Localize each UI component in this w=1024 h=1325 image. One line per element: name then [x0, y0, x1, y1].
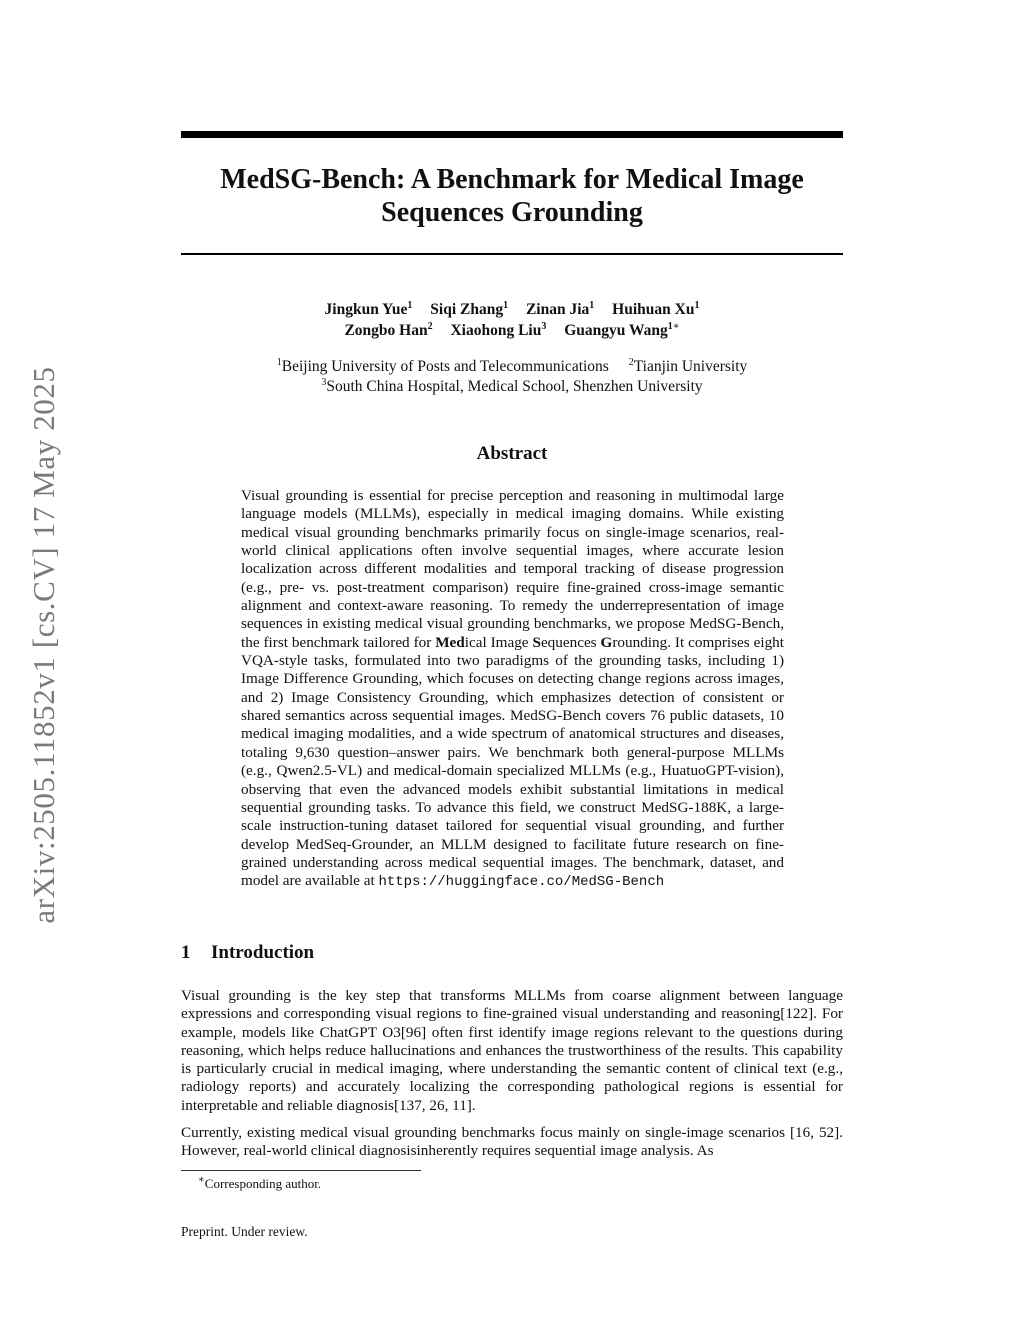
- section-heading-introduction: [181, 942, 314, 964]
- affiliation-list: [181, 357, 843, 397]
- title-line-2: Sequences Grounding: [381, 197, 643, 228]
- intro-paragraph-1: Visual grounding is the key step that transforms MLLMs from coarse alignment between language expressions and corresponding visual regions to fine-grained visual understanding and reasoning[122]. For example, models like ChatGPT O3[96] often first identify image regions relevant to the questions during reasoning, which helps reduce hallucinations and enhances the trustworthiness of the results. This capability is particularly crucial in medical imaging, where understanding the semantic content of clinical text (e.g., radiology reports) and accurately localizing the corresponding pathological regions is essential for interpretable and reliable diagnosis[137, 26, 11].: [181, 987, 843, 1114]
- title-line-1: MedSG-Bench: A Benchmark for Medical Image: [220, 164, 804, 195]
- author: Xiaohong Liu$^3$: [450, 320, 547, 339]
- paper-title: [181, 163, 843, 229]
- affiliation: $^3$South China Hospital, Medical School, Shenzhen University: [321, 376, 703, 395]
- arxiv-identifier-text: arXiv:2505.11852v1 [cs.CV] 17 May 2025: [26, 366, 61, 924]
- footnote-mark: ∗: [198, 1174, 205, 1186]
- author: Zongbo Han$^2$: [344, 320, 433, 339]
- affiliation: $^2$Tianjin University: [628, 356, 748, 375]
- author: Zinan Jia$^1$: [525, 299, 595, 318]
- preprint-footer: Preprint. Under review.: [181, 1224, 308, 1239]
- author: Huihuan Xu$^1$: [612, 299, 700, 318]
- section-number: 1: [181, 942, 191, 963]
- abstract-text: Visual grounding is essential for precise perception and reasoning in multimodal large language models (MLLMs), especially in medical imaging domains. While existing medical visual grounding benchmarks primarily focus on single-image scenarios, real-world clinical applications often involve sequential images, where accurate lesion localization across different modalities and temporal tracking of disease progression (e.g., pre- vs. post-treatment comparison) require fine-grained cross-image semantic alignment and context-aware reasoning. To remedy the underrepresentation of image sequences in existing medical visual grounding benchmarks, we propose MedSG-Bench, the first benchmark tailored for Medical Image Sequences Grounding. It comprises eight VQA-style tasks, formulated into two paradigms of the grounding tasks, including 1) Image Difference Grounding, which focuses on detecting change regions across images, and 2) Image Consistency Grounding, which emphasizes detection of consistent or shared semantics across sequential images. MedSG-Bench covers 76 public datasets, 10 medical imaging modalities, and a wide spectrum of anatomical structures and diseases, totaling 9,630 question–answer pairs. We benchmark both general-purpose MLLMs (e.g., Qwen2.5-VL) and medical-domain specialized MLLMs (e.g., HuatuoGPT-vision), observing that even the advanced models exhibit substantial limitations in medical sequential grounding tasks. To advance this field, we construct MedSG-188K, a large-scale instruction-tuning dataset tailored for sequential visual grounding, and further develop MedSeq-Grounder, an MLLM designed to facilitate future research on fine-grained understanding across medical sequential images. The benchmark, dataset, and model are available at https://huggingface.co/MedSG-Bench: [241, 487, 784, 891]
- intro-paragraph-2: Currently, existing medical visual grounding benchmarks focus mainly on single-image scenarios [16, 52]. However, real-world clinical diagnosisinherently requires sequential image analysis. As: [181, 1124, 843, 1160]
- title-top-rule: [181, 131, 843, 138]
- affiliation-line-2: [181, 377, 843, 397]
- arxiv-identifier: [16, 345, 72, 945]
- author: Jingkun Yue$^1$: [324, 299, 413, 318]
- dataset-link[interactable]: https://huggingface.co/MedSG-Bench: [378, 874, 665, 891]
- author-corresponding: Guangyu Wang$^{1∗}$: [564, 320, 680, 339]
- affiliation-line-1: [181, 357, 843, 377]
- title-bottom-rule: [181, 253, 843, 255]
- abstract-heading: Abstract: [476, 443, 548, 464]
- corresponding-mark: ∗: [672, 320, 680, 332]
- author: Siqi Zhang$^1$: [430, 299, 509, 318]
- footnote-rule: [181, 1170, 421, 1171]
- affiliation: $^1$Beijing University of Posts and Telecommunications: [276, 356, 609, 375]
- author-line-1: [181, 299, 843, 320]
- footnote: ∗Corresponding author.: [198, 1174, 322, 1191]
- section-title: Introduction: [211, 942, 315, 963]
- author-line-2: [181, 320, 843, 341]
- author-list: [181, 299, 843, 341]
